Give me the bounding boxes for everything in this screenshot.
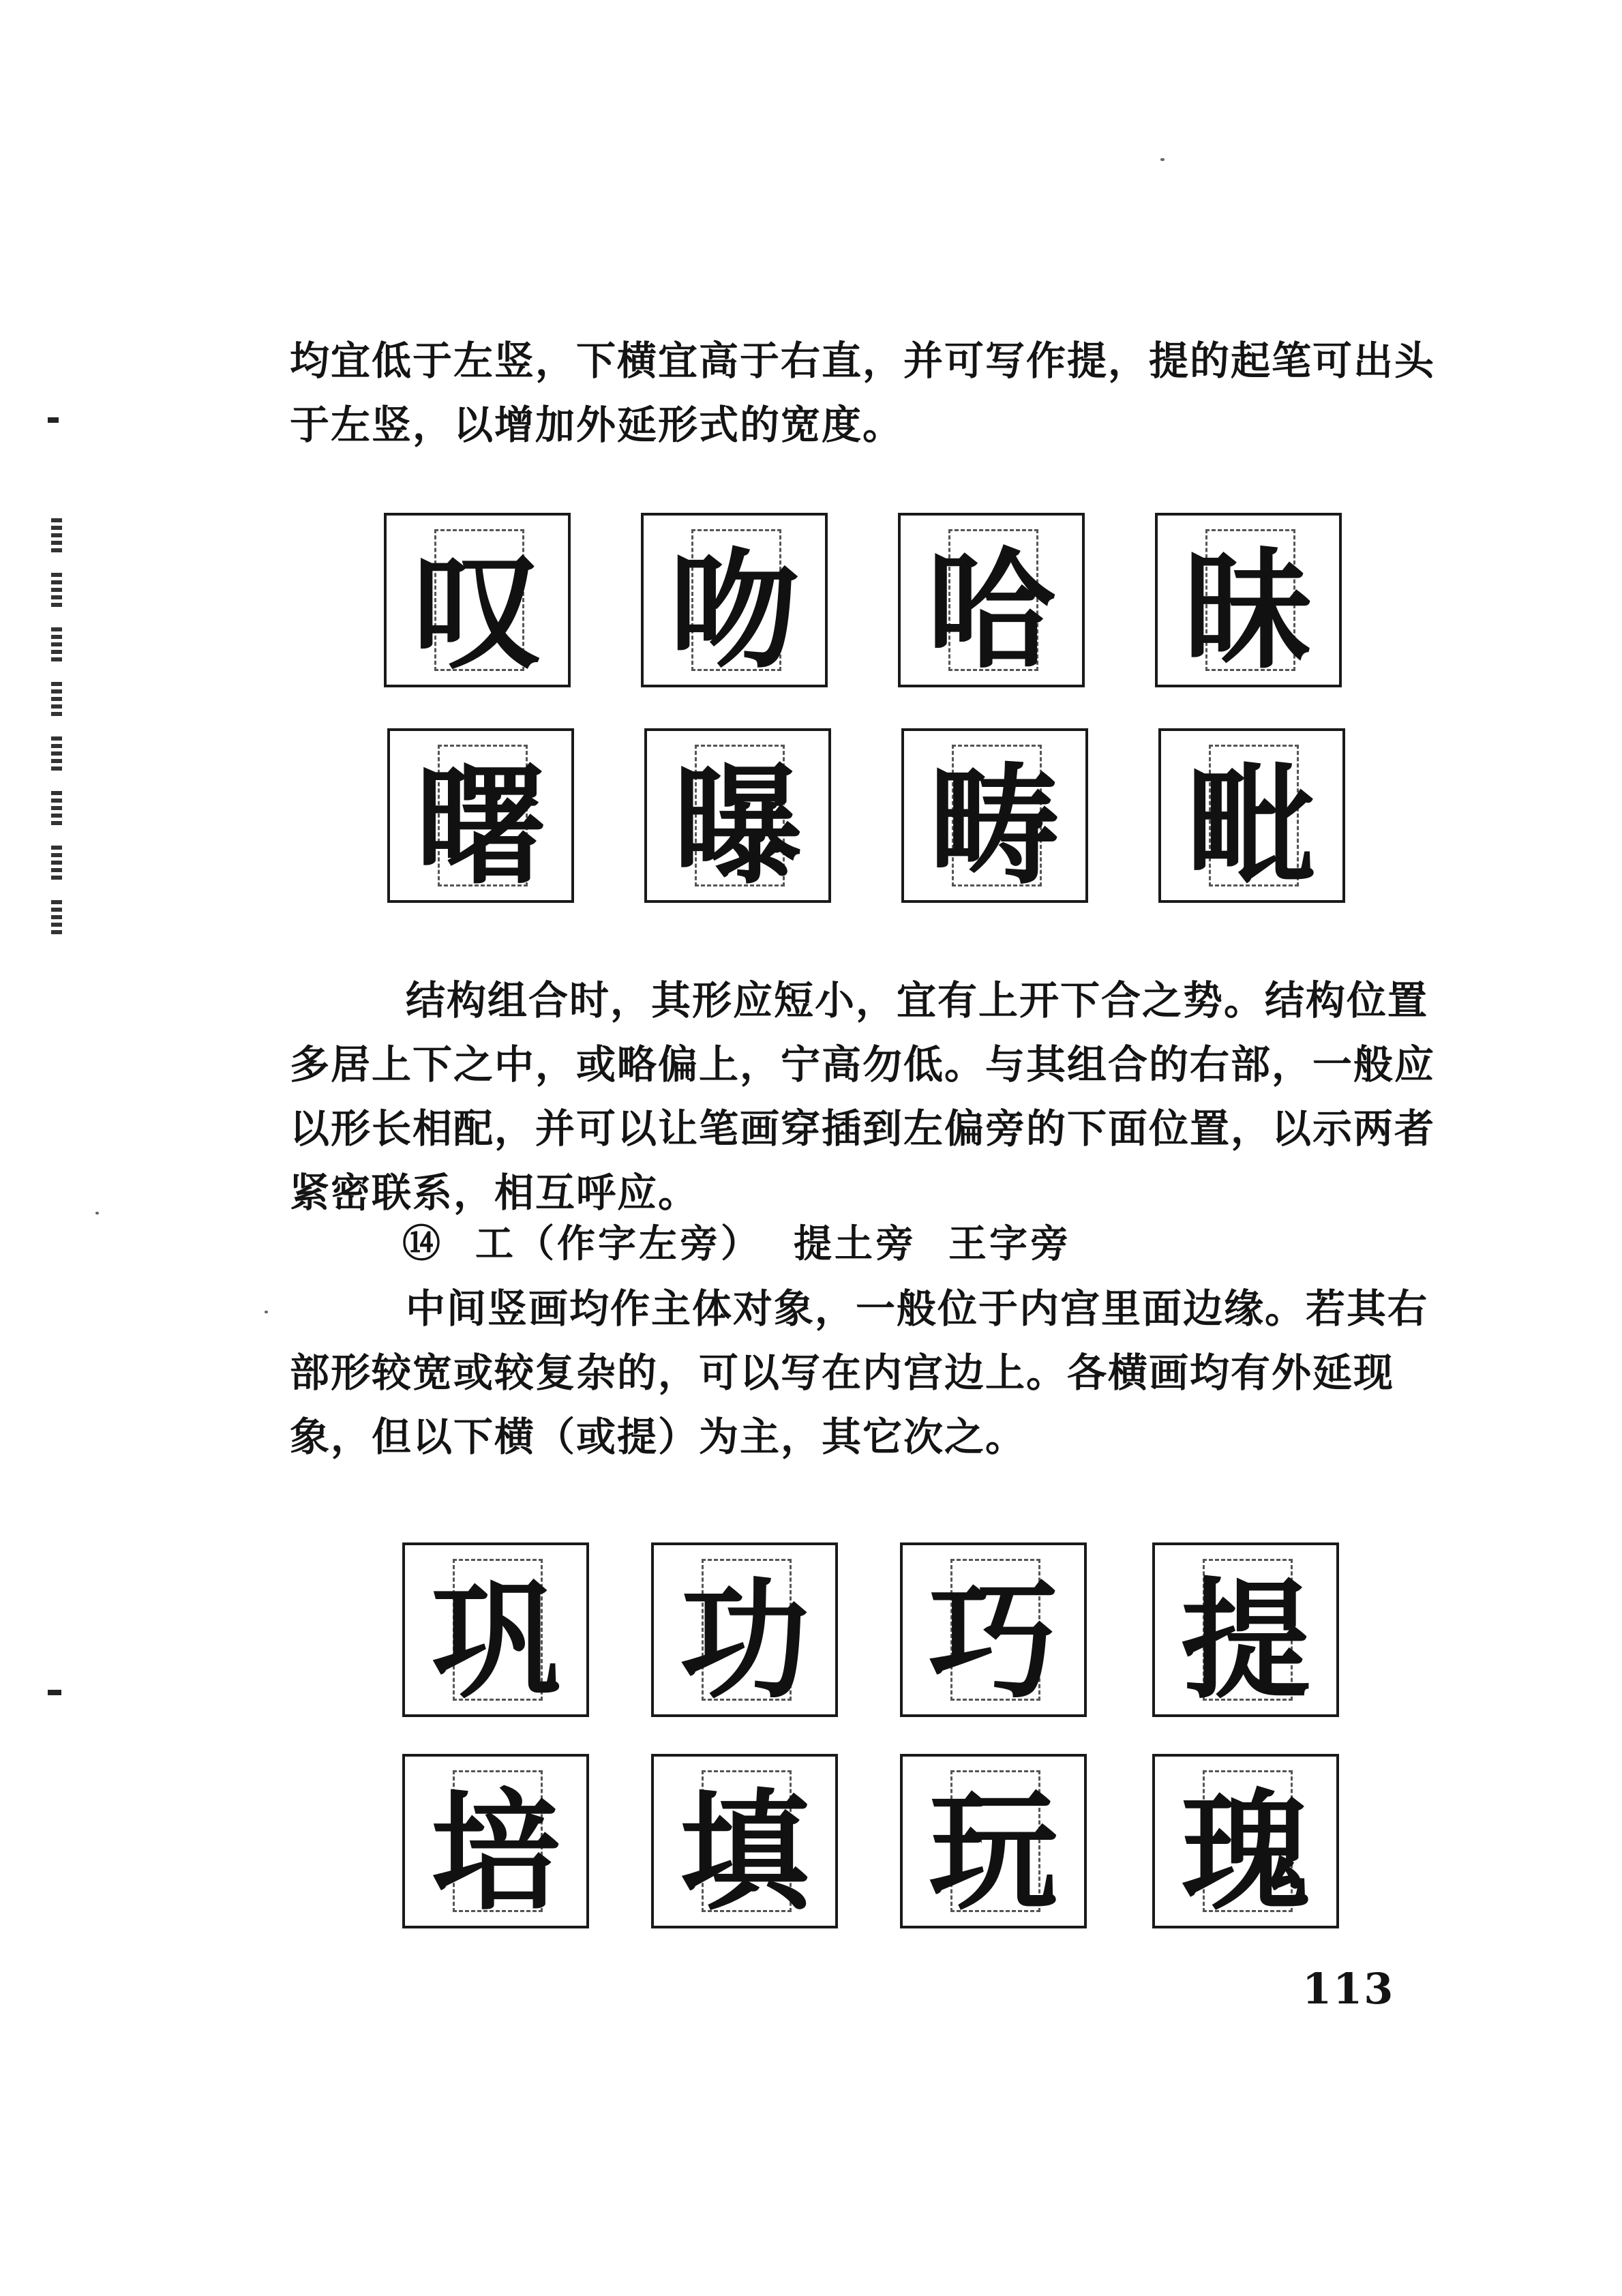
binding-edge-marks: [46, 518, 67, 996]
paragraph-1: 均宜低于左竖，下横宜高于右直，并可写作提，提的起笔可出头于左竖，以增加外延形式的宽度。: [290, 338, 1436, 448]
speck: [265, 1311, 268, 1313]
example-character: 提: [1180, 1565, 1310, 1716]
paragraph-2: 结构组合时，其形应短小，宜有上开下合之势。结构位置多居上下之中，或略偏上，宁高勿低。与其组合的右部，一般应以形长相配，并可以让笔画穿插到左偏旁的下面位置，以示两者紧密联系，相互呼应。: [290, 977, 1436, 1216]
speck: [95, 1212, 99, 1214]
example-character: 瑰: [1180, 1776, 1310, 1928]
character-box: [900, 1542, 1087, 1717]
example-character: 曝: [672, 751, 802, 902]
example-character: 畴: [929, 751, 1060, 902]
character-box: [644, 728, 831, 903]
character-box: [1158, 728, 1345, 903]
example-character: 昧: [1183, 535, 1313, 687]
example-character: 巧: [928, 1565, 1058, 1716]
example-character: 培: [430, 1776, 560, 1928]
character-box: [402, 1754, 589, 1928]
margin-mark-top: [48, 417, 59, 423]
margin-mark-bottom: [48, 1690, 61, 1695]
example-character: 吻: [669, 535, 799, 687]
example-character: 填: [679, 1776, 809, 1928]
character-box: [1152, 1754, 1339, 1928]
example-character: 曙: [415, 751, 545, 902]
example-character: 叹: [412, 535, 542, 687]
example-character: 功: [679, 1565, 809, 1716]
character-box: [387, 728, 574, 903]
speck: [1160, 158, 1165, 161]
character-box: [641, 513, 828, 687]
example-character: 玩: [928, 1776, 1058, 1928]
character-box: [651, 1754, 838, 1928]
character-box: [384, 513, 571, 687]
example-character: 毗: [1186, 751, 1317, 902]
example-character: 巩: [430, 1565, 560, 1716]
section-heading: ⑭ 工（作字左旁） 提土旁 王字旁: [402, 1221, 1071, 1266]
paragraph-3: 中间竖画均作主体对象，一般位于内宫里面边缘。若其右部形较宽或较复杂的，可以写在内宫边上。各横画均有外延现象，但以下横（或提）为主，其它次之。: [290, 1285, 1429, 1460]
character-box: [901, 728, 1088, 903]
character-box: [900, 1754, 1087, 1928]
page-number: 113: [1302, 1964, 1395, 2014]
example-character: 哈: [926, 535, 1056, 687]
character-box: [402, 1542, 589, 1717]
character-box: [898, 513, 1085, 687]
character-box: [1155, 513, 1342, 687]
character-box: [651, 1542, 838, 1717]
character-box: [1152, 1542, 1339, 1717]
